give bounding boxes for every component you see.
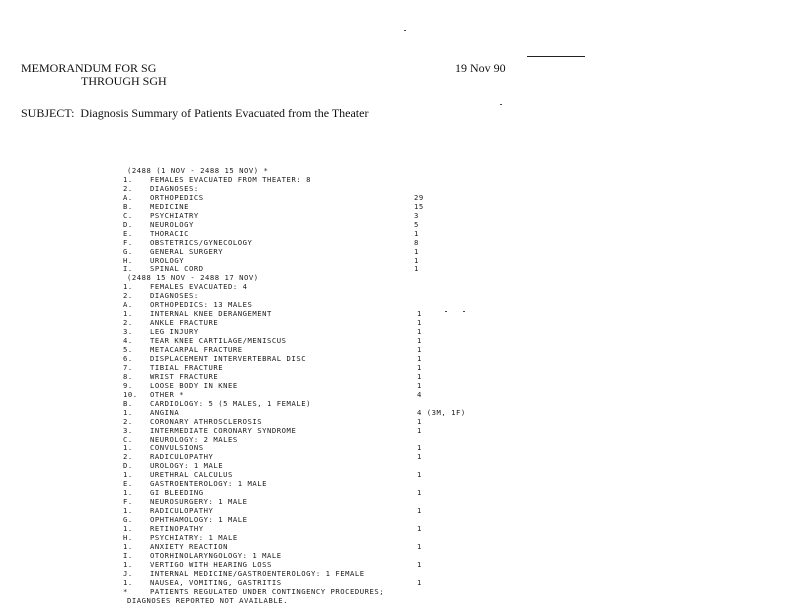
line-number: G. [123, 246, 133, 256]
scan-speck [404, 30, 406, 31]
line-text: GENERAL SURGERY [150, 246, 224, 256]
line-number: E. [123, 228, 133, 238]
line-text: FEMALES EVACUATED FROM THEATER: 8 [150, 174, 311, 184]
line-number: B. [123, 398, 133, 408]
line-text: SPINAL CORD [150, 264, 204, 274]
line-number: 3. [123, 425, 133, 435]
line-text: INTERMEDIATE CORONARY SYNDROME [150, 425, 297, 435]
line-number: F. [123, 237, 133, 247]
line-text: LOOSE BODY IN KNEE [150, 380, 238, 390]
line-number: I. [123, 550, 133, 560]
line-number: 1. [123, 524, 133, 533]
line-count: 1 [414, 264, 419, 274]
line-count: 1 [417, 577, 422, 587]
subject-line [21, 106, 368, 121]
line-text: VERTIGO WITH HEARING LOSS [150, 559, 272, 569]
line-number: 2. [123, 416, 133, 426]
line-number: A. [123, 192, 133, 202]
memo-through-line: THROUGH SGH [81, 74, 167, 88]
line-text: ANGINA [150, 407, 180, 417]
line-count: 3 [414, 210, 419, 220]
line-count: 1 [417, 524, 422, 533]
line-number: 4. [123, 336, 133, 346]
line-text: TIBIAL FRACTURE [150, 362, 224, 372]
line-count: 5 [414, 219, 419, 229]
line-count: 1 [417, 425, 422, 435]
line-count: 1 [417, 541, 422, 551]
line-text: CORONARY ATHROSCLEROSIS [150, 416, 263, 426]
signature-rule [527, 56, 585, 57]
line-text: OBSTETRICS/GYNECOLOGY [150, 237, 253, 247]
line-text: INTERNAL MEDICINE/GASTROENTEROLOGY: 1 FEMALE [150, 568, 365, 578]
line-number: 1. [123, 309, 133, 319]
line-text: NEUROSURGERY: 1 MALE [150, 497, 248, 507]
line-number: 1. [123, 506, 133, 516]
line-number: H. [123, 532, 133, 542]
line-count: 1 [417, 559, 422, 569]
line-text: WRIST FRACTURE [150, 371, 219, 381]
line-text: GASTROENTEROLOGY: 1 MALE [150, 479, 268, 489]
line-number: D. [123, 219, 133, 229]
line-number: 3. [123, 327, 133, 337]
line-text: DIAGNOSES REPORTED NOT AVAILABLE. [127, 595, 288, 605]
line-text: RADICULOPATHY [150, 506, 214, 516]
line-count: 1 [417, 345, 422, 354]
line-number: 2. [123, 452, 133, 462]
line-number: B. [123, 201, 133, 211]
line-number: D. [123, 461, 133, 471]
line-text: UROLOGY: 1 MALE [150, 461, 224, 471]
line-text: GI BLEEDING [150, 488, 204, 498]
line-text: METACARPAL FRACTURE [150, 345, 243, 354]
line-text: NEUROLOGY [150, 219, 194, 229]
line-count: 1 [417, 362, 422, 372]
line-count: 1 [417, 488, 422, 498]
line-text: DIAGNOSES: [150, 183, 199, 193]
line-count: 1 [414, 246, 419, 256]
line-number: 2. [123, 318, 133, 328]
line-text: DISPLACEMENT INTERVERTEBRAL DISC [150, 353, 307, 363]
line-number: 9. [123, 380, 133, 390]
line-number: 1. [123, 282, 133, 292]
line-number: H. [123, 255, 133, 265]
line-number: 6. [123, 353, 133, 363]
line-text: (2488 15 NOV - 2488 17 NOV) [127, 273, 259, 283]
line-text: PSYCHIATRY: 1 MALE [150, 532, 238, 542]
line-text: CONVULSIONS [150, 443, 204, 453]
line-text: NAUSEA, VOMITING, GASTRITIS [150, 577, 282, 587]
line-count: 15 [414, 201, 424, 211]
line-number: C. [123, 434, 133, 444]
line-text: FEMALES EVACUATED: 4 [150, 282, 248, 292]
line-count: 1 [417, 380, 422, 390]
line-text: DIAGNOSES: [150, 291, 199, 301]
line-number: 2. [123, 183, 133, 193]
line-text: OPHTHAMOLOGY: 1 MALE [150, 515, 248, 525]
line-text: RETINOPATHY [150, 524, 204, 533]
line-number: C. [123, 210, 133, 220]
line-count: 1 [417, 416, 422, 426]
line-count: 4 (3M, 1F) [417, 407, 466, 417]
scan-speck [500, 104, 502, 105]
line-count: 1 [417, 506, 422, 516]
line-count: 1 [417, 327, 422, 337]
subject-label: SUBJECT: [21, 106, 75, 120]
line-count: 29 [414, 192, 424, 202]
line-text: INTERNAL KNEE DERANGEMENT [150, 309, 272, 319]
line-text: ORTHOPEDICS [150, 192, 204, 202]
line-text: CARDIOLOGY: 5 (5 MALES, 1 FEMALE) [150, 398, 311, 408]
memo-to-line: MEMORANDUM FOR SG [21, 61, 157, 75]
line-count: 1 [414, 228, 419, 238]
line-number: I. [123, 264, 133, 274]
line-count: 1 [417, 470, 422, 480]
line-text: NEUROLOGY: 2 MALES [150, 434, 238, 444]
line-number: * [123, 586, 128, 596]
line-text: ANKLE FRACTURE [150, 318, 219, 328]
line-number: F. [123, 497, 133, 507]
line-count: 1 [414, 255, 419, 265]
subject-text: Diagnosis Summary of Patients Evacuated from the Theater [80, 106, 369, 120]
line-number: 1. [123, 577, 133, 587]
line-number: 1. [123, 174, 133, 184]
line-text: THORACIC [150, 228, 190, 238]
line-count: 1 [417, 318, 422, 328]
line-number: 7. [123, 362, 133, 372]
line-number: 10. [123, 389, 138, 399]
line-number: 1. [123, 559, 133, 569]
line-number: J. [123, 568, 133, 578]
line-text: TEAR KNEE CARTILAGE/MENISCUS [150, 336, 287, 346]
line-text: LEG INJURY [150, 327, 199, 337]
line-count: 8 [414, 237, 419, 247]
line-text: RADICULOPATHY [150, 452, 214, 462]
line-count: 1 [417, 336, 422, 346]
line-text: OTHER * [150, 389, 185, 399]
list-line [0, 596, 560, 606]
line-count: 1 [417, 353, 422, 363]
line-number: 1. [123, 470, 133, 480]
line-text: MEDICINE [150, 201, 190, 211]
line-count: 1 [417, 309, 422, 319]
line-number: E. [123, 479, 133, 489]
line-text: ORTHOPEDICS: 13 MALES [150, 300, 253, 310]
line-count: 1 [417, 443, 422, 453]
line-text: PATIENTS REGULATED UNDER CONTINGENCY PROCEDURES; [150, 586, 385, 596]
line-count: 1 [417, 452, 422, 462]
line-number: G. [123, 515, 133, 525]
line-text: ANXIETY REACTION [150, 541, 229, 551]
line-count: 4 [417, 389, 422, 399]
line-number: 1. [123, 541, 133, 551]
line-number: 1. [123, 488, 133, 498]
line-number: 1. [123, 443, 133, 453]
line-text: URETHRAL CALCULUS [150, 470, 233, 480]
line-text: UROLOGY [150, 255, 185, 265]
memo-date: 19 Nov 90 [455, 61, 506, 75]
line-text: PSYCHIATRY [150, 210, 199, 220]
line-number: 8. [123, 371, 133, 381]
line-text: OTORHINOLARYNGOLOGY: 1 MALE [150, 550, 282, 560]
line-number: 2. [123, 291, 133, 301]
line-number: 5. [123, 345, 133, 354]
line-count: 1 [417, 371, 422, 381]
line-number: A. [123, 300, 133, 310]
line-number: 1. [123, 407, 133, 417]
line-text: (2488 (1 NOV - 2488 15 NOV) * [127, 166, 269, 175]
